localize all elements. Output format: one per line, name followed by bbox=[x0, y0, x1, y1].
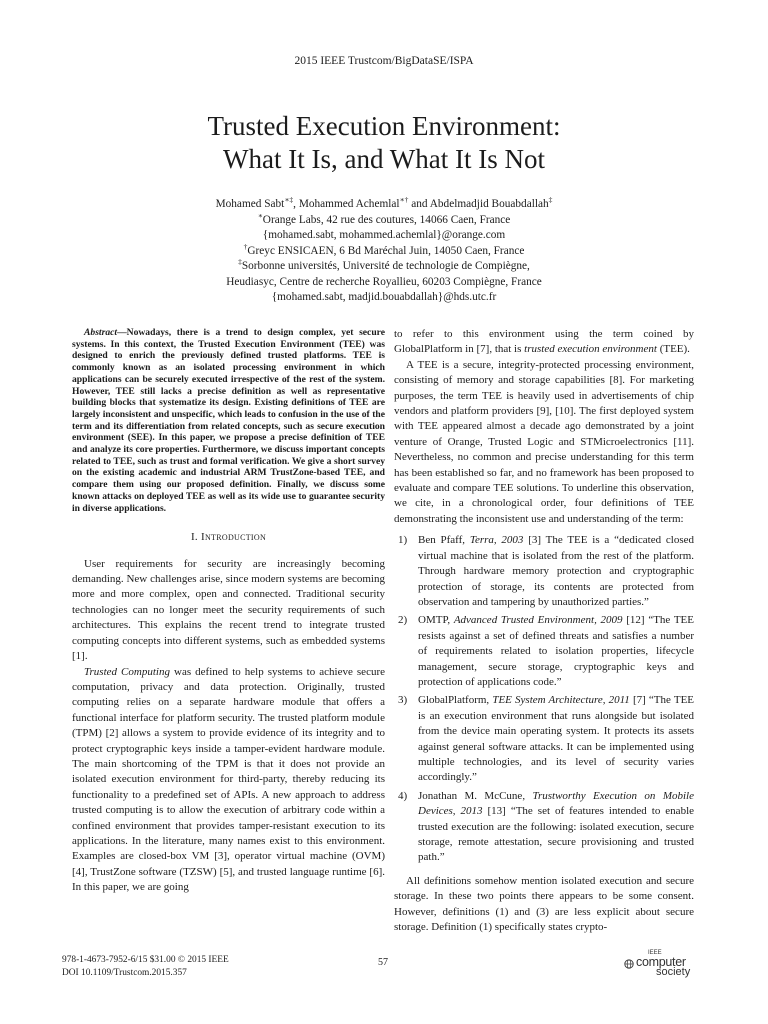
list-item bbox=[394, 789, 694, 866]
conference-header: 2015 IEEE Trustcom/BigDataSE/ISPA bbox=[294, 55, 474, 67]
list-item-author: GlobalPlatform, bbox=[418, 694, 493, 707]
abstract-lead: Abstract bbox=[84, 327, 118, 338]
list-item-text: [13] “The set of features intended to enable trusted execution are the following: isolated execution, secure storage, remote attestation, secure provisioning and trusted path.” bbox=[418, 805, 695, 864]
author-separator: , bbox=[293, 198, 299, 210]
logo-ieee-text: IEEE bbox=[648, 950, 662, 956]
author-separator-and: and bbox=[408, 198, 430, 210]
logo-computer-text: computer bbox=[636, 955, 686, 969]
footer-doi: DOI 10.1109/Trustcom.2015.357 bbox=[62, 967, 187, 978]
list-item-number: 3) bbox=[398, 694, 408, 707]
section-title: Introduction bbox=[201, 531, 267, 544]
left-column bbox=[72, 327, 385, 896]
author-3-marks: ‡ bbox=[548, 195, 553, 205]
list-item-author: Ben Pfaff, bbox=[418, 534, 470, 547]
affiliation-3-text: Sorbonne universités, Université de technologie de Compiègne, bbox=[241, 260, 530, 272]
logo-society-text: society bbox=[656, 966, 691, 978]
term-trusted-computing: Trusted Computing bbox=[84, 665, 170, 678]
affiliation-3-line-2: Heudiasyc, Centre de recherche Royallieu, 60203 Compiègne, France bbox=[226, 275, 542, 288]
author-3: Abdelmadjid Bouabdallah bbox=[429, 198, 549, 210]
list-item-source: TEE System Architecture, 2011 bbox=[492, 694, 630, 707]
abstract bbox=[72, 327, 385, 514]
right-paragraph-1-b: (TEE). bbox=[656, 343, 690, 356]
footer-copyright bbox=[62, 954, 229, 979]
author-2: Mohammed Achemlal bbox=[298, 198, 400, 210]
title-line-2: What It Is, and What It Is Not bbox=[223, 144, 545, 174]
list-item-author: OMTP, bbox=[418, 614, 454, 627]
author-names bbox=[0, 197, 768, 213]
affiliation-1-email: {mohamed.sabt, mohammed.achemlal}@orange.com bbox=[262, 229, 506, 241]
author-2-marks: ∗† bbox=[399, 195, 409, 205]
right-paragraph-1 bbox=[394, 327, 694, 358]
title-line-1: Trusted Execution Environment: bbox=[207, 111, 561, 141]
definitions-list bbox=[394, 533, 694, 866]
right-column bbox=[394, 327, 694, 935]
term-tee: trusted execution environment bbox=[524, 343, 657, 356]
list-item-text: [7] “The TEE is an execution environment that runs alongside but isolated from the device main operating system. It protects its assets against general software attacks. It can be implemented using multiple technologies, and its level of security varies accordingly.” bbox=[418, 694, 695, 784]
ieee-computer-society-logo bbox=[624, 950, 698, 980]
list-item-source: Trustworthy Execution on Mobile Devices, 2013 bbox=[418, 789, 694, 818]
author-block bbox=[0, 197, 768, 306]
list-item-number: 4) bbox=[398, 789, 408, 802]
right-paragraph-1-a: to refer to this environment using the term coined by GlobalPlatform in [7], that is bbox=[394, 328, 694, 356]
intro-paragraph-2-text: was defined to help systems to achieve secure computation, privacy and data protection. Originally, trusted computing relies on a separate hardware module that offers a functional interface for platform security. The trusted platform module (TPM) [2] allows a system to provide evidence of its integrity and to protect cryptographic keys inside a tamper-evident hardware module. The main shortcoming of the TPM is that it does not provide an isolated execution environment for third-party, thereby reducing its functionality to a predefined set of APIs. A new approach to address trusted computing is to allow the execution of arbitrary code within a confined environment that provides tamper-resistant execution to its applications. In the literature, many names exist to this environment. Examples are closed-box VM [3], operator virtual machine (OVM) [4], TrustZone software (TZSW) [5], and trusted language runtime [6]. In this paper, we are going bbox=[72, 665, 385, 894]
paper-title bbox=[0, 110, 768, 176]
section-number: I. bbox=[190, 531, 202, 544]
list-item bbox=[394, 533, 694, 610]
affiliation-3 bbox=[0, 259, 768, 275]
list-item-source: Terra, 2003 bbox=[469, 534, 524, 547]
right-paragraph-2: A TEE is a secure, integrity-protected processing environment, consisting of memory and storage capabilities [8]. For marketing purposes, the term TEE is heavily used in advertisements of chip vendors and platform providers [9], [10]. The first deployed system with TEE appeared almost a decade ago demonstrated by a joint venture of Orange, Trusted Logic and STMicroelectronics [11]. Nevertheless, no common and precise understanding for this term has been established so far, and no framework has been proposed to evaluate and compare TEE solutions. To underline this observation, we cite, in a chronological order, four definitions of TEE demonstrating the inconsistent use and understanding of the term: bbox=[394, 358, 694, 525]
affiliation-3-email: {mohamed.sabt, madjid.bouabdallah}@hds.utc.fr bbox=[271, 291, 497, 303]
footer-isbn: 978-1-4673-7952-6/15 $31.00 © 2015 IEEE bbox=[62, 955, 229, 965]
intro-paragraph-1: User requirements for security are increasingly becoming demanding. New challenges arise, since modern systems are becoming more and more complex, open and connected. Traditional security technologies can no longer meet the security requirements of such architectures. This explains the recent trend to integrate trusted computing concepts into different systems, such as embedded systems [1]. bbox=[72, 557, 385, 663]
list-item-number: 1) bbox=[398, 534, 408, 547]
list-item-text: [3] The TEE is a “dedicated closed virtual machine that is isolated from the rest of the platform. Through hardware memory protection and cryptographic protection of storage, its contents are protected from observation and tampering by unauthorized parties.” bbox=[418, 534, 694, 608]
affiliation-3-mark: ‡ bbox=[238, 257, 242, 267]
author-1-marks: ∗‡ bbox=[284, 195, 294, 205]
affiliation-1-mark: ∗ bbox=[257, 210, 263, 220]
affiliation-2-text: Greyc ENSICAEN, 6 Bd Maréchal Juin, 14050 Caen, France bbox=[247, 244, 525, 257]
list-item-text: [12] “The TEE resists against a set of defined threats and satisfies a number of requirements related to isolation properties, lifecycle management, secure storage, cryptographic keys and protection of applications code.” bbox=[418, 614, 694, 688]
affiliation-1 bbox=[0, 210, 768, 229]
abstract-text: —Nowadays, there is a trend to design complex, yet secure systems. In this context, the Trusted Execution Environment (TEE) was designed to enrich the previously defined trusted platforms. TEE is commonly known as an isolated processing environment in which applications can be securely executed irrespective of the rest of the system. However, TEE still lacks a precise definition as well as representative building blocks that systematize its design. Existing definitions of TEE are largely inconsistent and unspecific, which leads to confusion in the use of the term and its differentiation from related concepts, such as secure execution environment (SEE). In this paper, we propose a precise definition of TEE and analyze its core properties. Furthermore, we discuss important concepts related to TEE, such as trust and formal verification. We give a short survey on the existing academic and industrial ARM TrustZone-based TEE, and compare them using our proposed definition. Finally, we discuss some known attacks on deployed TEE as well as its wide use to guarantee security in diverse applications. bbox=[72, 327, 385, 514]
page-number: 57 bbox=[378, 957, 388, 968]
globe-icon bbox=[624, 959, 634, 969]
list-item-author: Jonathan M. McCune, bbox=[418, 789, 533, 802]
list-item bbox=[394, 693, 694, 785]
right-paragraph-3: All definitions somehow mention isolated execution and secure storage. In these two points there appears to be some consent. However, definitions (1) and (3) are less explicit about secure storage. Definition (1) specifically states crypto- bbox=[394, 874, 694, 934]
affiliation-2-mark: † bbox=[243, 241, 248, 251]
author-1: Mohamed Sabt bbox=[215, 198, 285, 210]
list-item bbox=[394, 613, 694, 690]
section-heading-introduction bbox=[72, 530, 385, 545]
intro-paragraph-2 bbox=[72, 665, 385, 896]
affiliation-2 bbox=[0, 241, 768, 260]
affiliation-1-text: Orange Labs, 42 rue des coutures, 14066 Caen, France bbox=[262, 213, 511, 226]
list-item-source: Advanced Trusted Environment, 2009 bbox=[453, 614, 623, 627]
list-item-number: 2) bbox=[398, 614, 408, 627]
